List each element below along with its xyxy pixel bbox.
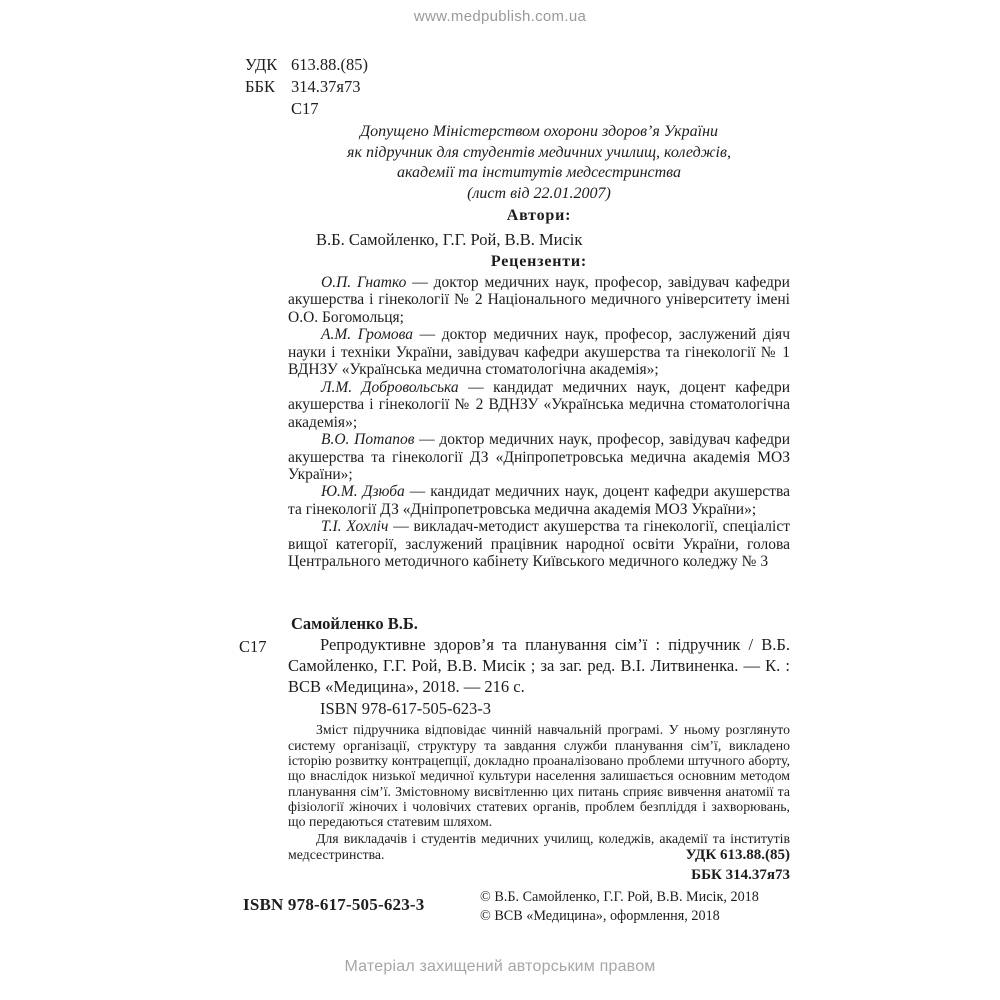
reviewer-description: — викладач-методист акушерства та гінекології, спеціаліст вищої категорії, заслужений працівник народної освіти України, голова Центрального методичного кабінету Київського медичного коледжу № 3 xyxy=(288,518,790,571)
reviewer-description: — доктор медичних наук, професор, завідувач кафедри акушерства і гінекології № 2 Національного медичного університету імені О.О. Богомольця; xyxy=(288,274,790,326)
approval-note xyxy=(288,122,790,204)
reviewer-description: — доктор медичних наук, професор, завідувач кафедри акушерства та гінекології ДЗ «Дніпропетровська медична академія МОЗ України»; xyxy=(288,431,791,483)
bbk-value: 314.37я73 xyxy=(291,77,361,96)
author-sign-card: С17 xyxy=(239,637,267,656)
reviewer-name: Ю.М. Дзюба xyxy=(321,483,405,501)
reviewer-name: А.М. Громова xyxy=(321,326,414,344)
reviewer-description: — кандидат медичних наук, доцент кафедри акушерства та гінекології ДЗ «Дніпропетровська медична академія МОЗ України»; xyxy=(288,483,790,518)
udk-label: УДК xyxy=(245,55,278,74)
authors-section xyxy=(288,206,790,250)
reviewer-entry xyxy=(288,326,790,378)
classification-bottom-block xyxy=(288,846,790,885)
imprint-isbn: ISBN 978-617-505-623-3 xyxy=(243,895,425,914)
udk-value: 613.88.(85) xyxy=(291,55,368,74)
catalog-card-body xyxy=(239,635,790,862)
catalog-card-isbn: ISBN 978-617-505-623-3 xyxy=(320,699,491,719)
approval-line: Допущено Міністерством охорони здоров’я України xyxy=(359,123,719,140)
classification-block xyxy=(245,54,368,120)
reviewer-entry xyxy=(288,274,790,326)
catalog-card-author: Самойленко В.Б. xyxy=(291,614,418,633)
udk-line xyxy=(245,54,368,76)
copyright-line: © В.Б. Самойленко, Г.Г. Рой, В.В. Мисік, 2018 xyxy=(480,889,759,905)
bbk-label: ББК xyxy=(245,77,275,96)
reviewer-name: В.О. Потапов xyxy=(321,431,415,449)
approval-line: академії та інститутів медсестринства xyxy=(396,164,682,181)
reviewer-entry xyxy=(288,483,790,518)
copyright-block xyxy=(480,888,759,926)
reviewer-entry xyxy=(288,379,790,431)
catalog-card xyxy=(239,613,790,862)
authors-names: В.Б. Самойленко, Г.Г. Рой, В.В. Мисік xyxy=(316,230,583,249)
bbk-line xyxy=(245,76,368,98)
reviewer-description: — кандидат медичних наук, доцент кафедри акушерства і гінекології № 2 ВДНЗУ «Українська медична стоматологічна академія»; xyxy=(288,378,790,431)
publisher-site-url: www.medpublish.com.ua xyxy=(413,8,587,25)
copyright-line: © ВСВ «Медицина», оформлення, 2018 xyxy=(480,908,720,924)
copyright-protection-notice: Матеріал захищений авторським правом xyxy=(344,958,656,975)
authors-heading: Автори: xyxy=(506,207,572,224)
reviewer-name: Т.І. Хохліч xyxy=(321,518,389,536)
approval-line: (лист від 22.01.2007) xyxy=(467,184,611,202)
reviewer-entry xyxy=(288,431,790,483)
imprint-section xyxy=(243,886,790,942)
reviewer-description: — доктор медичних наук, професор, заслужений діяч науки і техніки України, завідувач кафедри акушерства та гінекології № 1 ВДНЗУ «Українська медична стоматологічна академія»; xyxy=(288,326,790,379)
catalog-card-description: Репродуктивне здоров’я та планування сім’ї : підручник / В.Б. Самойленко, Г.Г. Рой, В.В. Мисік ; за заг. ред. В.І. Литвиненка. — К. : ВСВ «Медицина», 2018. — 216 с. xyxy=(288,635,790,696)
udk-bottom-line: УДК 613.88.(85) xyxy=(685,847,790,863)
reviewers-section xyxy=(288,252,790,571)
annotation-text: Зміст підручника відповідає чинній навчальній програмі. У ньому розглянуто систему організації, структуру та завдання служби планування сім’ї, викладено історію розвитку контрацепції, докладно проаналізовано проблеми штучного аборту, що внаслідок низької медичної культури населення залишається основним методом планування сім’ї. Змістовному висвітленню цих питань сприяє вивчення анатомії та фізіології жіночих і чоловічих статевих органів, проблем безпліддя і захворювань, що передаються статевим шляхом. xyxy=(288,722,790,830)
audience-text: Для викладачів і студентів медичних училищ, коледжів, академії та інститутів медсестринства. xyxy=(288,831,790,862)
author-sign-top: С17 xyxy=(291,99,319,118)
reviewer-name: Л.М. Добровольська xyxy=(321,378,459,396)
reviewer-name: О.П. Гнатко xyxy=(321,274,407,291)
bbk-bottom-line: ББК 314.37я73 xyxy=(691,866,790,883)
reviewers-heading: Рецензенти: xyxy=(490,253,588,270)
approval-line: як підручник для студентів медичних училищ, коледжів, xyxy=(347,143,731,161)
reviewer-entry xyxy=(288,518,790,570)
